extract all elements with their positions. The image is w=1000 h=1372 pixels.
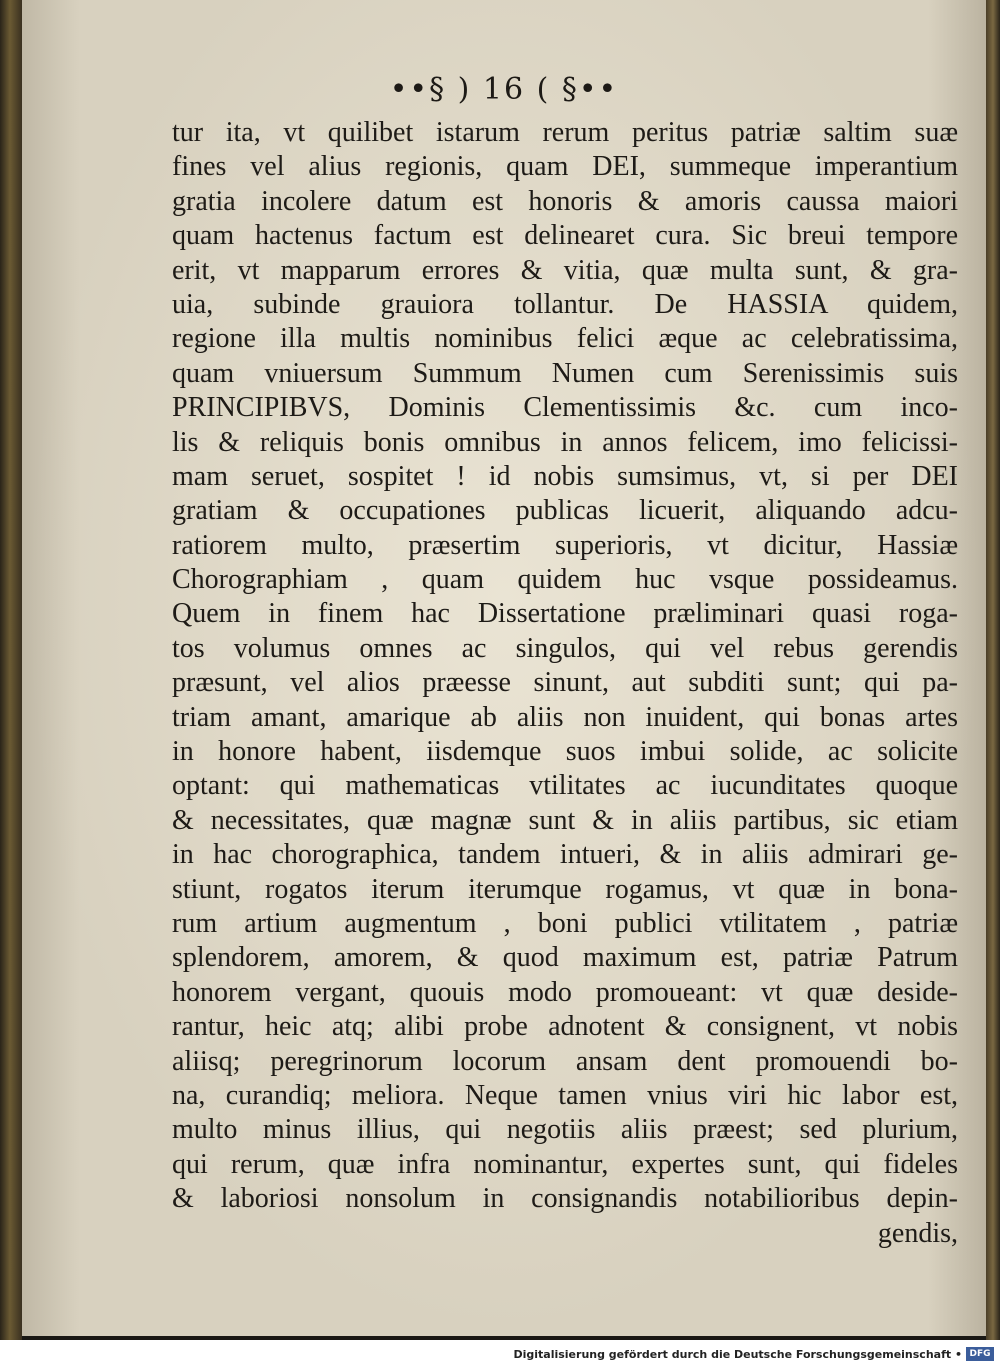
text-line: ratiorem multo, præsertim superioris, vt dicitur, Hassiæ (172, 529, 958, 561)
book-binding-left (0, 0, 22, 1340)
text-line: splendorem, amorem, & quod maximum est, patriæ Patrum (172, 942, 958, 974)
dfg-logo-icon: DFG (966, 1347, 994, 1361)
text-line: Quem in finem hac Dissertatione præliminari quasi roga- (172, 598, 958, 630)
text-line: rantur, heic atq; alibi probe adnotent & consignent, vt nobis (172, 1011, 958, 1043)
text-line: mam seruet, sospitet ! id nobis sumsimus, vt, si per DEI (172, 460, 958, 492)
text-line: honorem vergant, quouis modo promoueant: vt quæ deside- (172, 976, 958, 1008)
text-line: regione illa multis nominibus felici æque ac celebratissima, (172, 323, 958, 355)
book-binding-right (986, 0, 1000, 1340)
text-line: stiunt, rogatos iterum iterumque rogamus, vt quæ in bona- (172, 873, 958, 905)
text-line: qui rerum, quæ infra nominantur, expertes sunt, qui fideles (172, 1148, 958, 1180)
funding-footer (0, 1340, 1000, 1372)
text-line: Chorographiam , quam quidem huc vsque possideamus. (172, 564, 958, 596)
text-line: tur ita, vt quilibet istarum rerum peritus patriæ saltim suæ (172, 117, 958, 148)
text-line: erit, vt mapparum errores & vitia, quæ multa sunt, & gra- (172, 254, 958, 286)
text-line: tos volumus omnes ac singulos, qui vel rebus gerendis (172, 632, 958, 664)
text-line: in hac chorographica, tandem intueri, & in aliis admirari ge- (172, 839, 958, 871)
text-line: optant: qui mathematicas vtilitates ac iucunditates quoque (172, 770, 958, 802)
text-line: gratia incolere datum est honoris & amoris caussa maiori (172, 185, 958, 217)
text-line: rum artium augmentum , boni publici vtilitatem , patriæ (172, 907, 958, 939)
text-line: multo minus illius, qui negotiis aliis præest; sed plurium, (172, 1114, 958, 1146)
catchword: gendis, (877, 1217, 958, 1249)
page-number-header: ••§ ) 16 ( §•• (389, 72, 619, 107)
text-line: quam vniuersum Summum Numen cum Serenissimis suis (172, 357, 958, 389)
text-line: gratiam & occupationes publicas licuerit, aliquando adcu- (172, 495, 958, 527)
book-page (22, 0, 986, 1336)
text-line: & necessitates, quæ magnæ sunt & in aliis partibus, sic etiam (172, 804, 958, 836)
body-text (172, 116, 958, 1251)
text-line: fines vel alius regionis, quam DEI, summeque imperantium (172, 151, 958, 183)
text-line: uia, subinde grauiora tollantur. De HASSIA quidem, (172, 288, 958, 320)
text-line: præsunt, vel alios præesse sinunt, aut subditi sunt; qui pa- (172, 667, 958, 699)
text-line: lis & reliquis bonis omnibus in annos felicem, imo felicissi- (172, 426, 958, 458)
text-line: aliisq; peregrinorum locorum ansam dent promouendi bo- (172, 1045, 958, 1077)
text-line: PRINCIPIBVS, Dominis Clementissimis &c. cum inco- (172, 392, 958, 424)
text-line: na, curandiq; meliora. Neque tamen vnius viri hic labor est, (172, 1079, 958, 1111)
text-line: quam hactenus factum est delinearet cura. Sic breui tempore (172, 220, 958, 252)
text-line: triam amant, amarique ab aliis non inuident, qui bonas artes (172, 701, 958, 733)
text-line: in honore habent, iisdemque suos imbui solide, ac solicite (172, 736, 958, 768)
text-line: & laboriosi nonsolum in consignandis notabilioribus depin- (172, 1183, 958, 1215)
funding-notice: Digitalisierung gefördert durch die Deutsche Forschungsgemeinschaft • (513, 1348, 962, 1361)
